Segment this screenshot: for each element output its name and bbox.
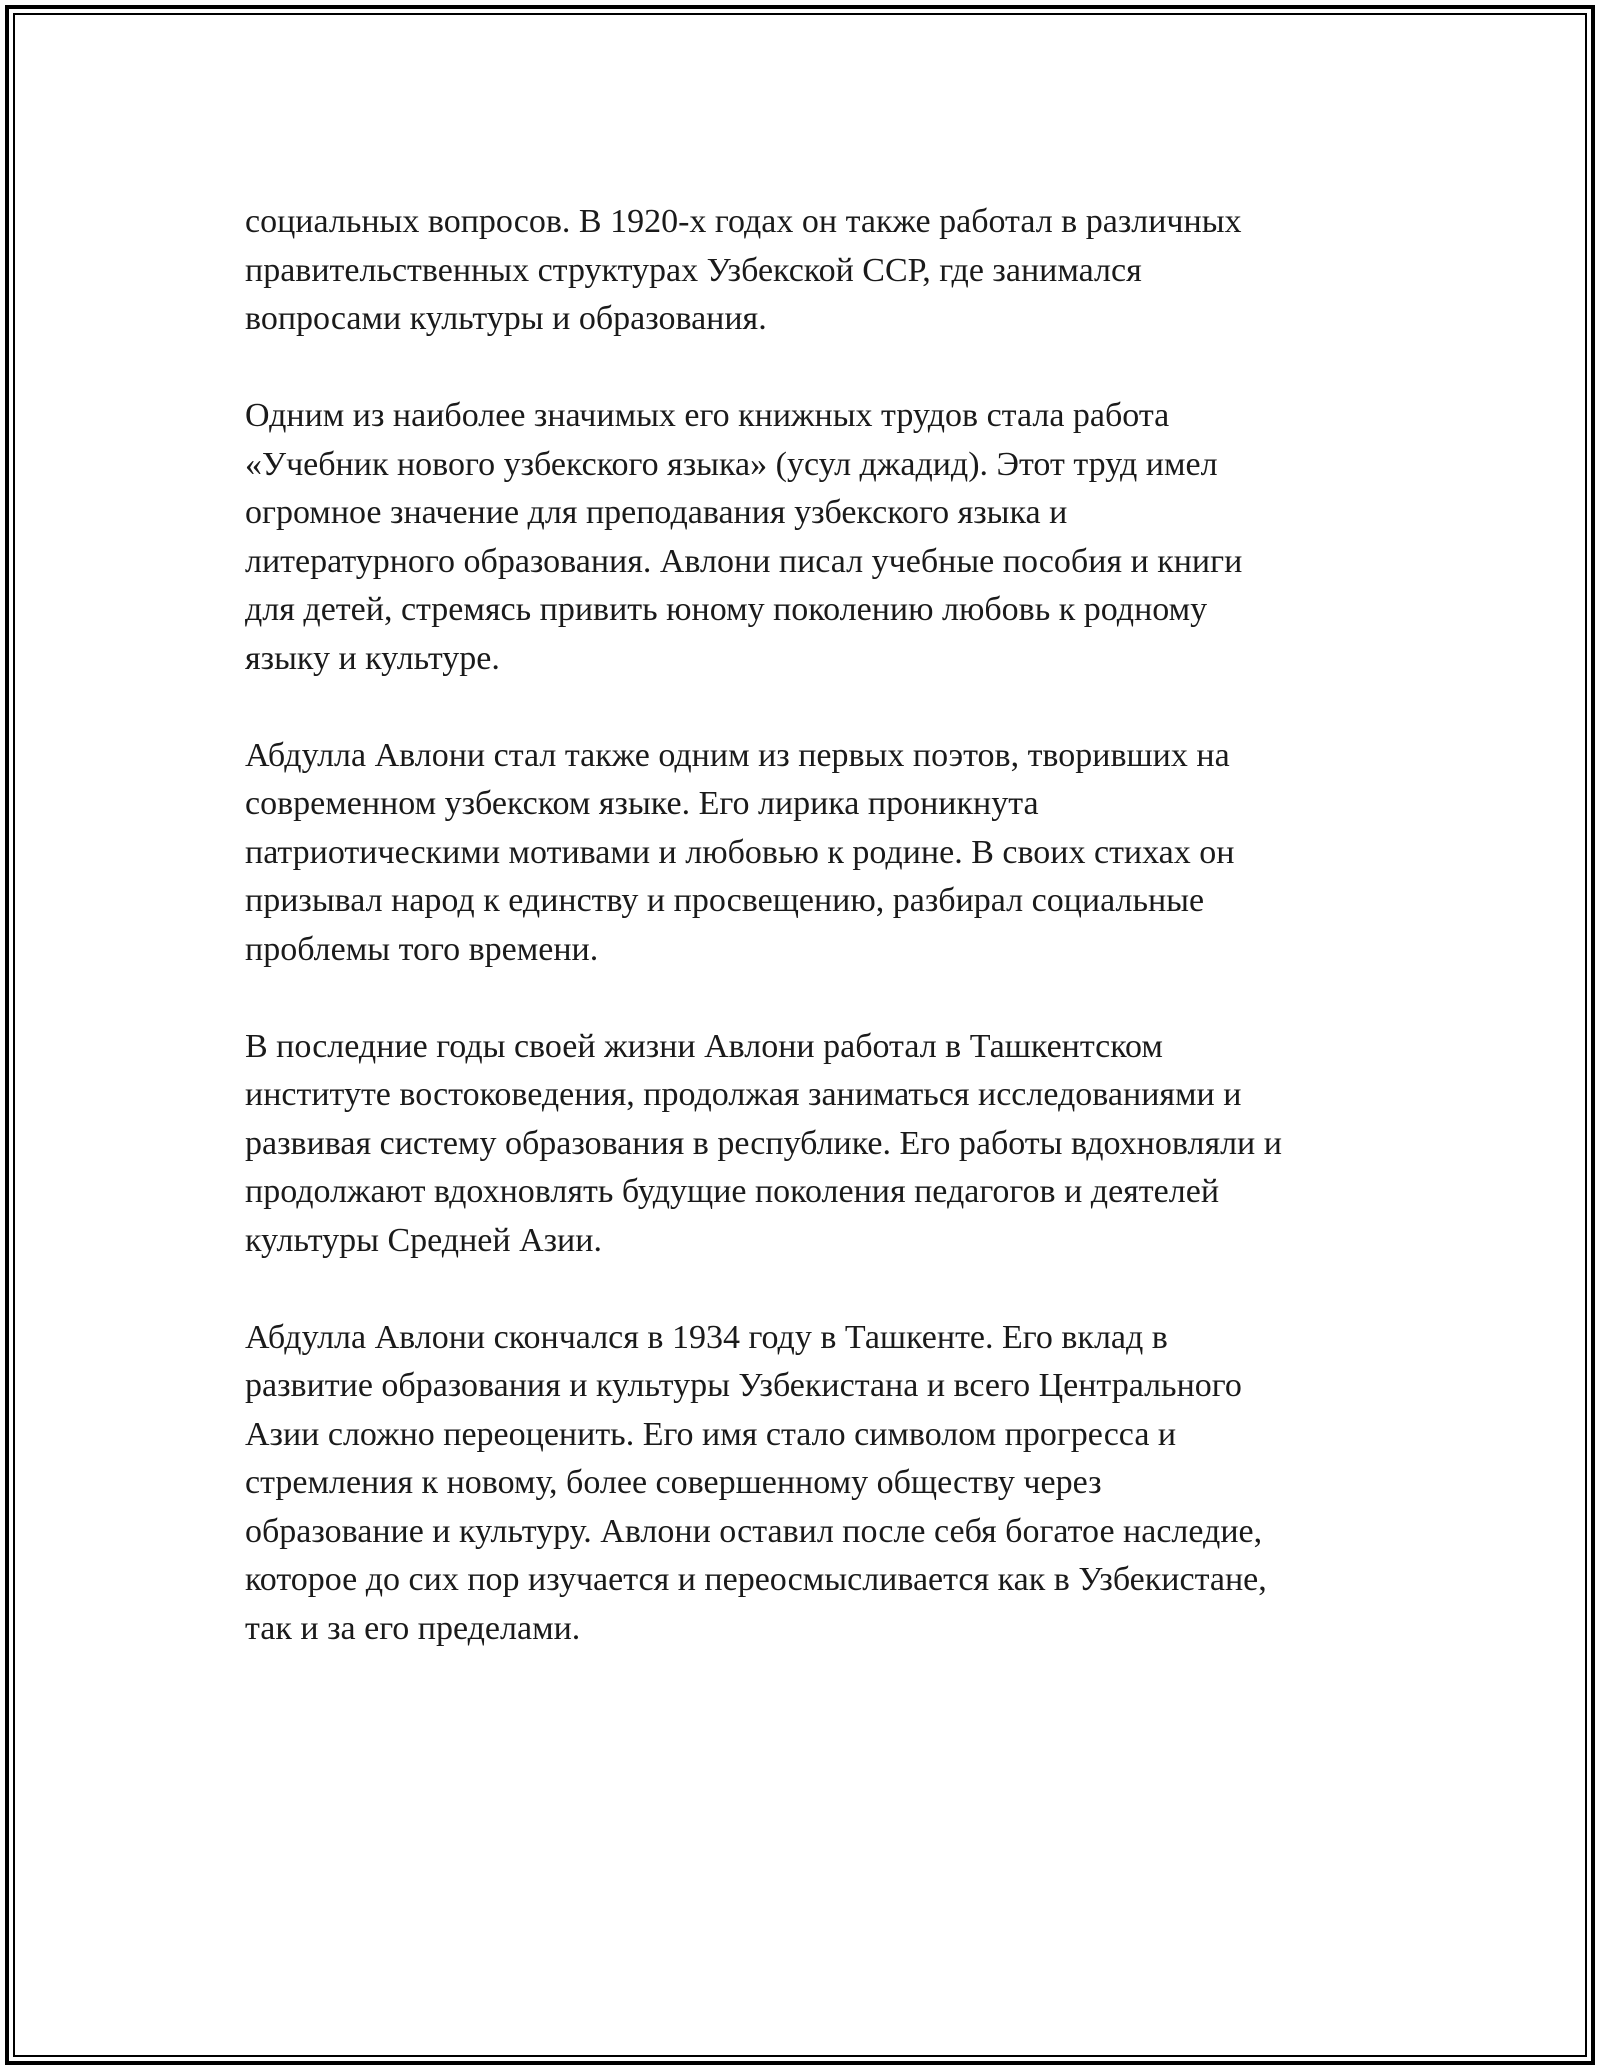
paragraph-5: Абдулла Авлони скончался в 1934 году в Ташкенте. Его вклад в развитие образования и культуры Узбекистана и всего Центрального Азии сложно переоценить. Его имя стало символом прогресса и стремления к новому, более совершенному обществу через образование и культуру. Авлони оставил после себя богатое наследие, которое до сих пор изучается и переосмысливается как в Узбекистане, так и за его пределами.	[245, 1318, 1267, 1647]
document-body	[245, 198, 1385, 1653]
paragraph-2: Одним из наиболее значимых его книжных трудов стала работа «Учебник нового узбекского языка» (усул джадид). Этот труд имел огромное значение для преподавания узбекского языка и литературного образования. Авлони писал учебные пособия и книги для детей, стремясь привить юному поколению любовь к родному языку и культуре.	[245, 397, 1243, 677]
paragraph-4: В последние годы своей жизни Авлони работал в Ташкентском институте востоковедения, продолжая заниматься исследованиями и развивая систему образования в республике. Его работы вдохновляли и продолжают вдохновлять будущие поколения педагогов и деятелей культуры Средней Азии.	[245, 1027, 1282, 1259]
paragraph-1: социальных вопросов. В 1920-х годах он также работал в различных правительственных структурах Узбекской ССР, где занимался вопросами культуры и образования.	[245, 203, 1242, 337]
page-frame	[5, 5, 1595, 2065]
paragraph-3: Абдулла Авлони стал также одним из первых поэтов, творивших на современном узбекском языке. Его лирика проникнута патриотическими мотивами и любовью к родине. В своих стихах он призывал народ к единству и просвещению, разбирал социальные проблемы того времени.	[245, 736, 1235, 968]
